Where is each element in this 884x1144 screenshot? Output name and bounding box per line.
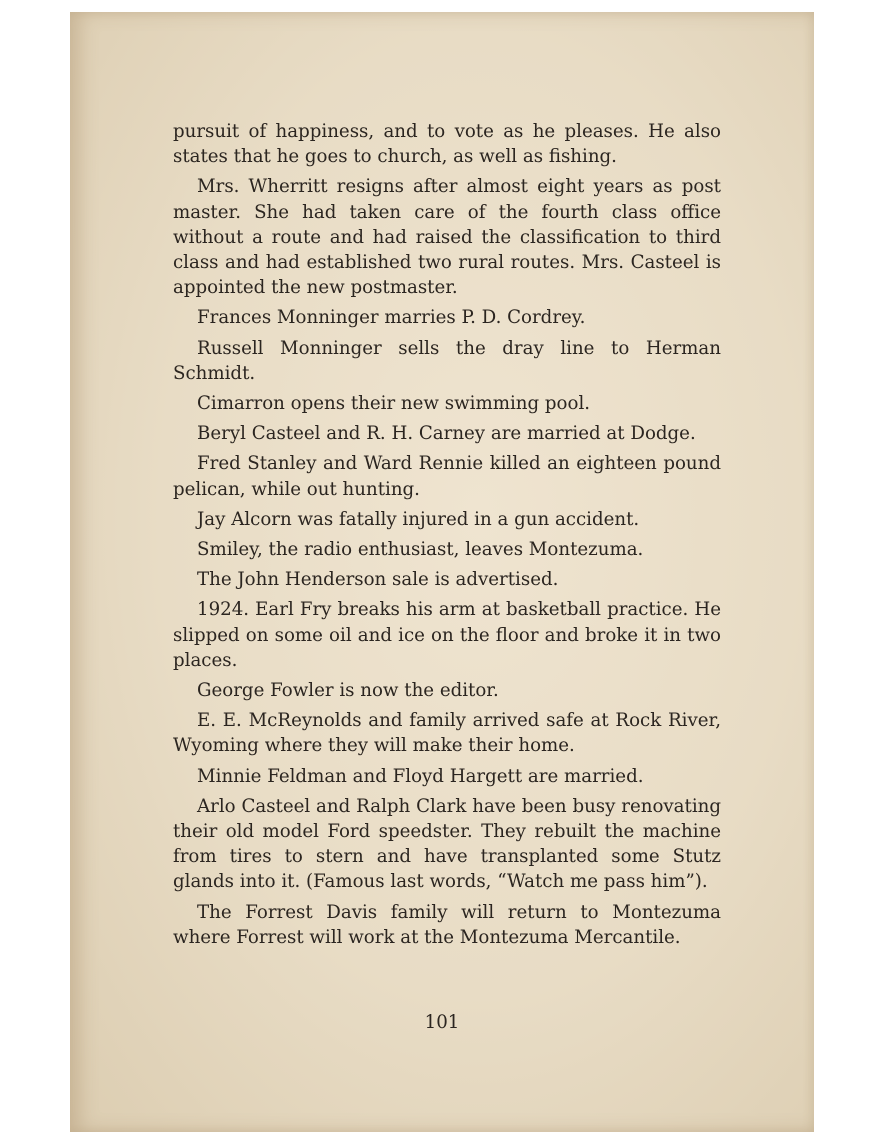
paragraph: The John Henderson sale is advertised. xyxy=(197,569,559,591)
paragraph: Arlo Casteel and Ralph Clark have been busy renovating their old model Ford speedster. They rebuilt the machine from tires to stern and have transplanted some Stutz glands into it. (Famous last words, “Watch me pass him”). xyxy=(173,795,721,893)
paragraph: Minnie Feldman and Floyd Hargett are married. xyxy=(197,765,644,787)
paragraph: 1924. Earl Fry breaks his arm at basketball practice. He slipped on some oil and ice on the floor and broke it in two places. xyxy=(173,599,721,671)
paragraph: Russell Monninger sells the dray line to Herman Schmidt. xyxy=(173,337,721,384)
paragraph: Frances Monninger marries P. D. Cordrey. xyxy=(197,307,586,329)
paragraph: Fred Stanley and Ward Rennie killed an eighteen pound pelican, while out hunting. xyxy=(173,453,721,500)
paragraph: Smiley, the radio enthusiast, leaves Montezuma. xyxy=(197,539,644,561)
paragraph: The Forrest Davis family will return to Montezuma where Forrest will work at the Montezuma Mercantile. xyxy=(173,901,721,948)
paragraph: Jay Alcorn was fatally injured in a gun accident. xyxy=(197,508,640,530)
paragraph: Beryl Casteel and R. H. Carney are married at Dodge. xyxy=(197,423,696,445)
book-page xyxy=(70,12,814,1132)
page-number: 101 xyxy=(424,1012,460,1033)
paragraph: George Fowler is now the editor. xyxy=(197,680,499,702)
paragraph: E. E. McReynolds and family arrived safe at Rock River, Wyoming where they will make their home. xyxy=(173,710,721,757)
body-text xyxy=(173,119,721,955)
paragraph: Cimarron opens their new swimming pool. xyxy=(197,393,591,415)
paragraph: Mrs. Wherritt resigns after almost eight years as post master. She had taken care of the fourth class office without a route and had raised the classification to third class and had established two rural routes. Mrs. Casteel is appointed the new postmaster. xyxy=(173,176,721,299)
paragraph: pursuit of happiness, and to vote as he pleases. He also states that he goes to church, as well as fishing. xyxy=(173,121,721,168)
